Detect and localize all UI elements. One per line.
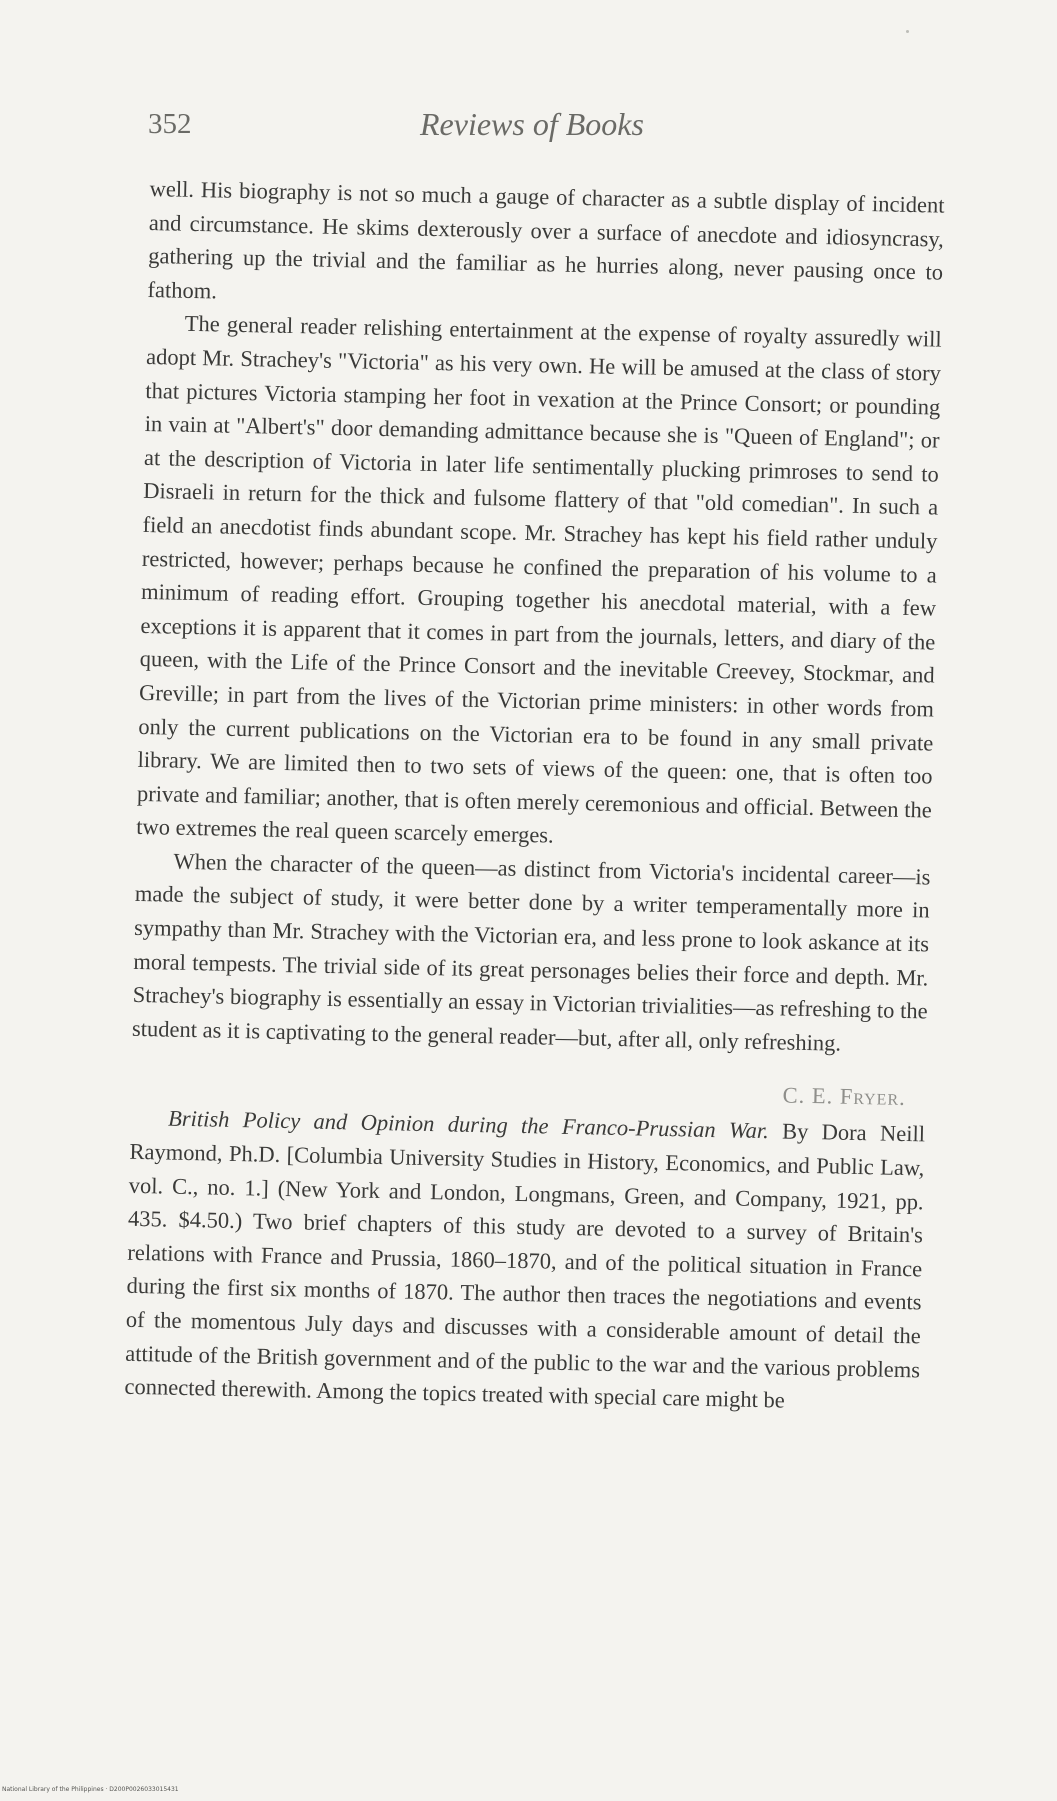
paragraph-character-study: When the character of the queen—as distinct from Victoria's incidental career—is made the subject of study, it were better done by a writer temperamentally more in sympathy than Mr. Strachey with the Victorian era, and less prone to look askance at its moral tempests. The trivial side of its great personages belies their force and depth. Mr. Strachey's biography is essentially an essay in Victorian trivialities—as refreshing to the student as it is captivating to the general reader—but, after all, only refreshing.: [131, 848, 931, 1056]
scan-speck: [906, 30, 909, 33]
journal-title: Reviews of Books: [420, 106, 644, 142]
review-book-title: British Policy and Opinion during the Franco-Prussian War.: [167, 1106, 770, 1144]
scan-credit: National Library of the Philippines · D200P0026033015431: [2, 1786, 179, 1793]
page-number: 352: [148, 108, 192, 140]
review-body: [124, 172, 945, 1420]
review-entry-franco-prussian: [124, 1101, 925, 1420]
paragraph-general-reader: The general reader relishing entertainment at the expense of royalty assuredly will adopt Mr. Strachey's "Victoria" as his very own. He will be amused at the class of story that pictures Victoria stamping her foot in vexation at the Prince Consort; or pounding in vain at "Albert's" door demanding admittance because she is "Queen of England"; or at the description of Victoria in later life sentimentally plucking primroses to send to Disraeli in return for the thick and fulsome flattery of that "old comedian". In such a field an anecdotist finds abundant scope. Mr. Strachey has kept his field rather unduly restricted, however; perhaps because he confined the preparation of his volume to a minimum of reading effort. Grouping together his anecdotal material, with a few exceptions it is apparent that it comes in part from the journals, letters, and diary of the queen, with the Life of the Prince Consort and the inevitable Creevey, Stockmar, and Greville; in part from the lives of the Victorian prime ministers: in other words from only the current publications on the Victorian era to be found in any small private library. We are limited then to two sets of views of the queen: one, that is often too private and familiar; another, that is often merely ceremonious and official. Between the two extremes the real queen scarcely emerges.: [136, 311, 942, 848]
review-entry-text: By Dora Neill Raymond, Ph.D. [Columbia University Studies in History, Economics, and Public Law, vol. C., no. 1.] (New York and London, Longmans, Green, and Company, 1921, pp. 435. $4.50.) Two brief chapters of this study are devoted to a survey of Britain's relations with France and Prussia, 1860–1870, and of the political situation in France during the first six months of 1870. The author then traces the negotiations and events of the momentous July days and discusses with a considerable amount of detail the attitude of the British government and of the public to the war and the various problems connected therewith. Among the topics treated with special care might be: [124, 1118, 926, 1413]
running-head: [148, 108, 958, 148]
paragraph-continuation: well. His biography is not so much a gauge of character as a subtle display of incident and circumstance. He skims dexterously over a surface of anecdote and idiosyncrasy, gathering up the trivial and the familiar as he hurries along, never pausing once to fathom.: [147, 175, 945, 304]
reviewer-signature: C. E. Fryer.: [782, 1082, 907, 1111]
